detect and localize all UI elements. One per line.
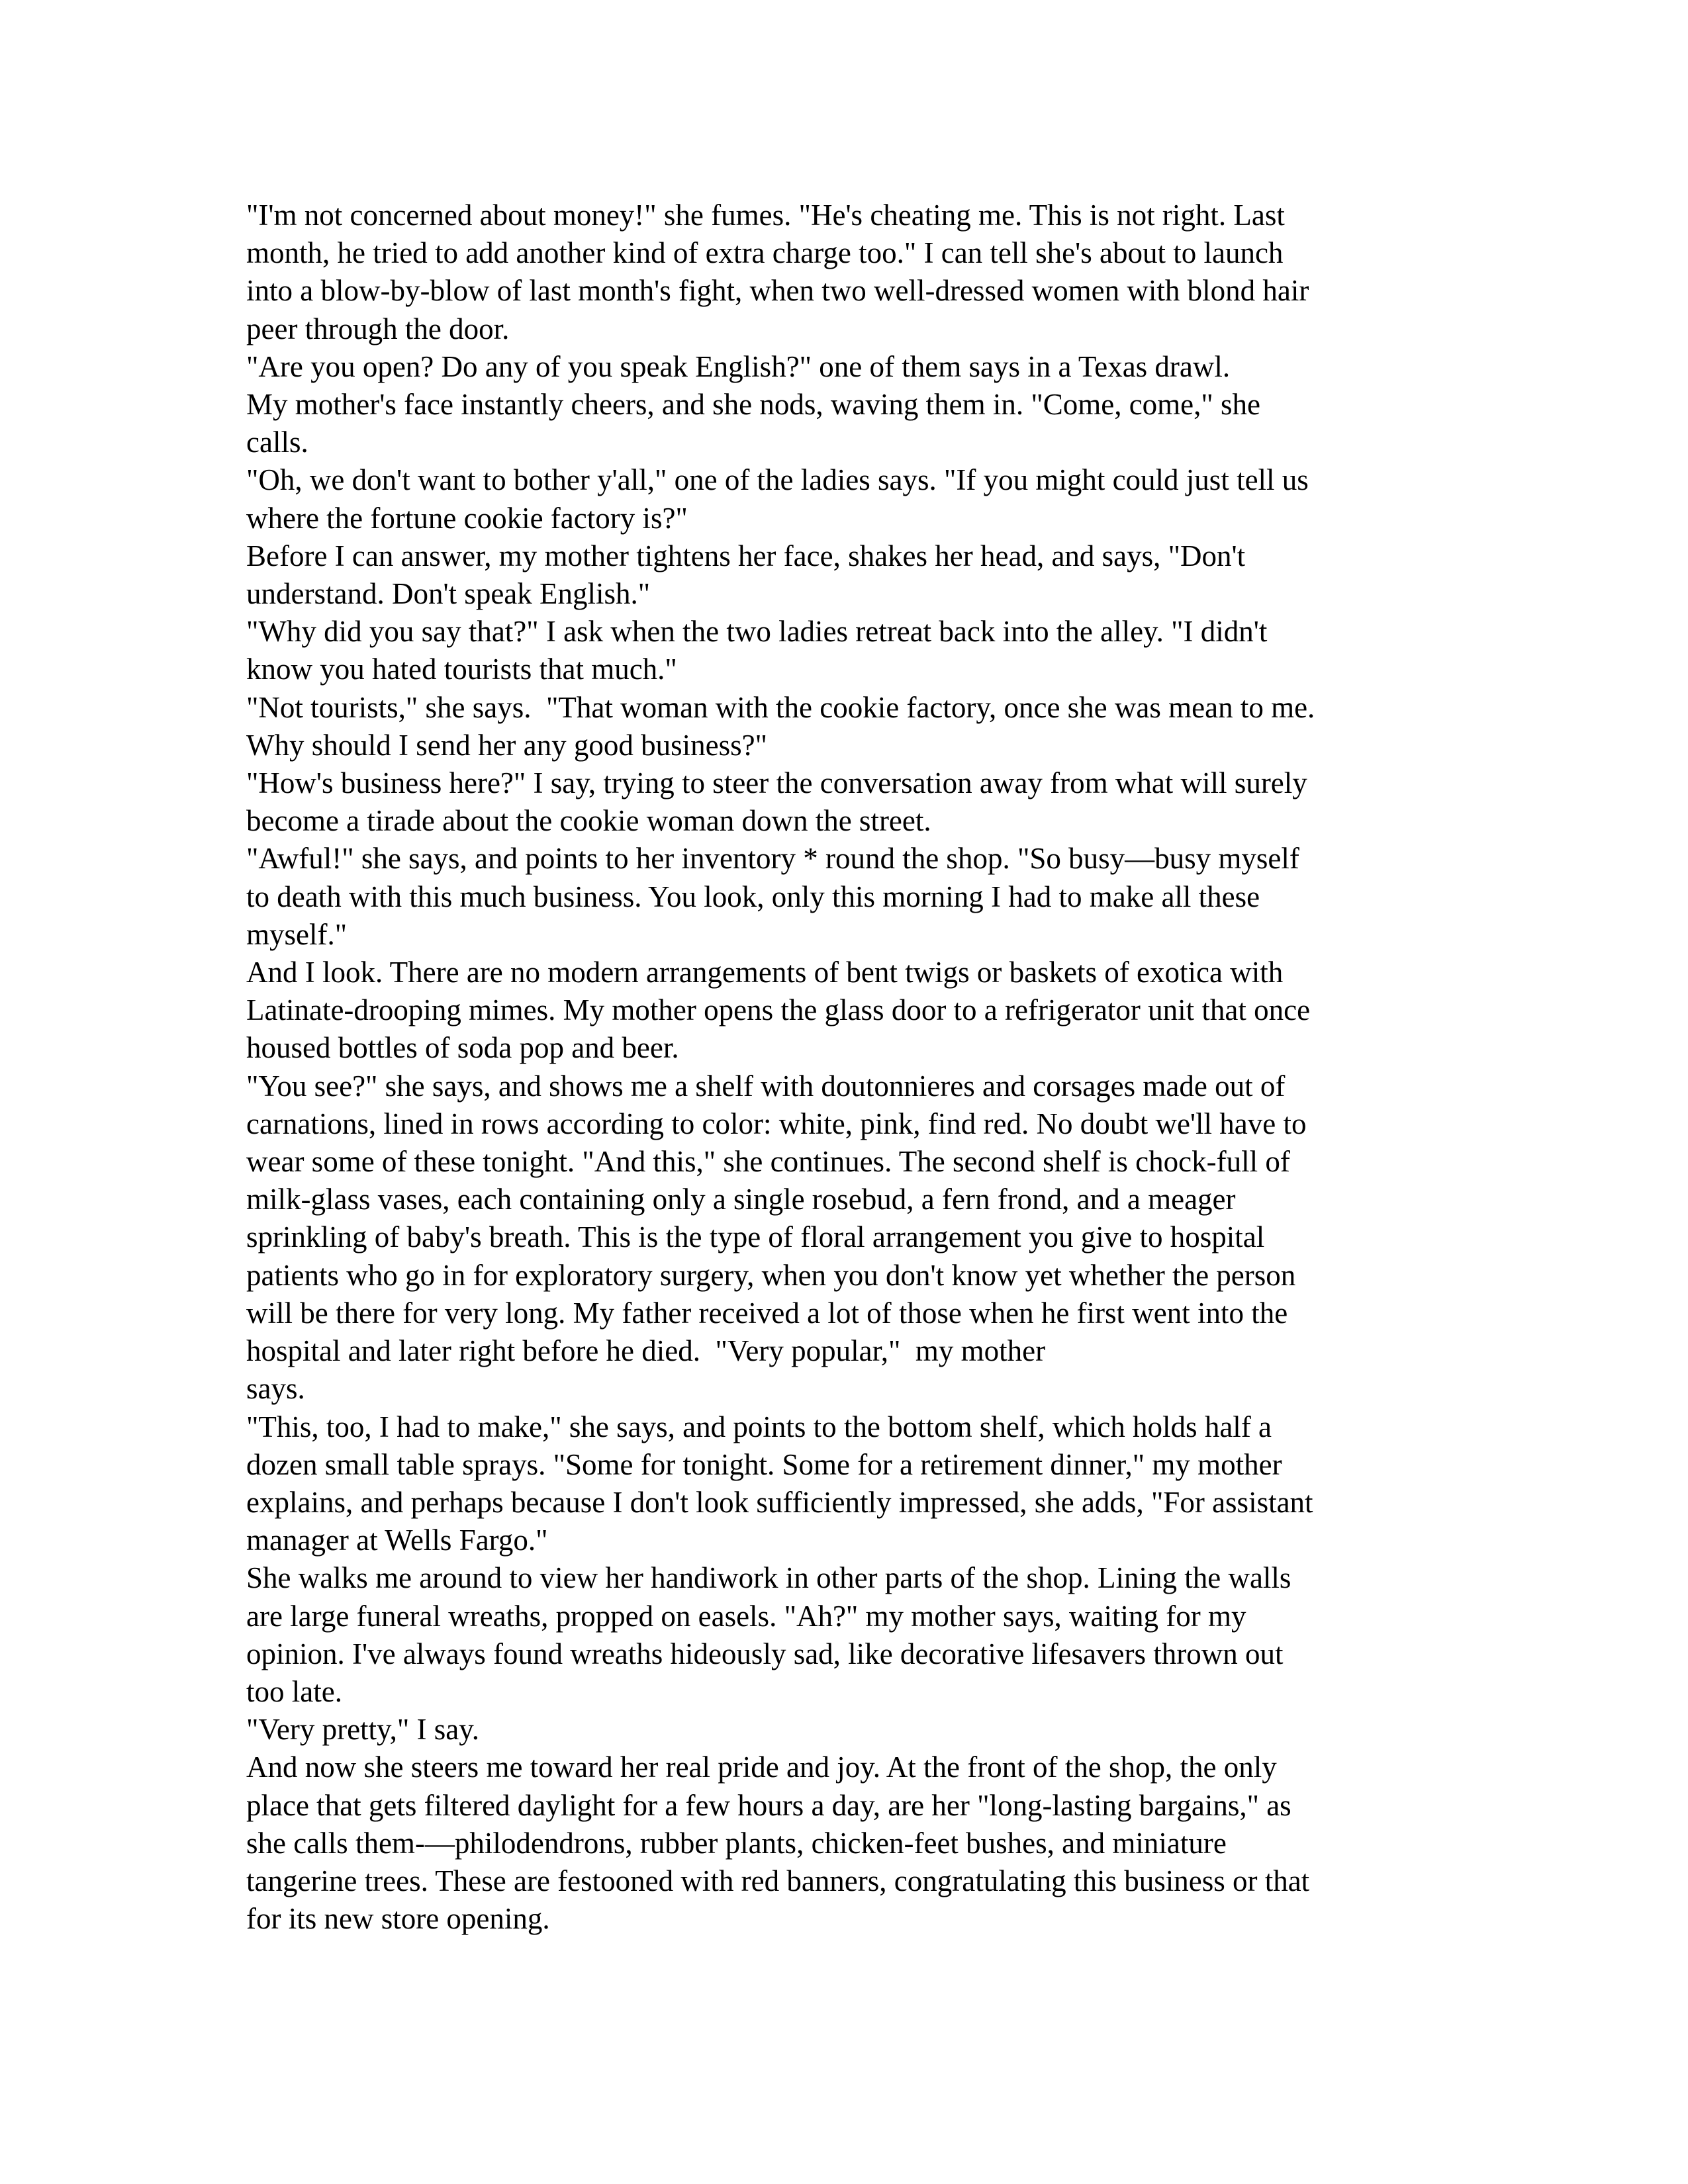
paragraph-8: "How's business here?" I say, trying to steer the conversation away from what will surely become a tirade about the cookie woman down the street. xyxy=(246,766,1307,838)
paragraph-4: "Oh, we don't want to bother y'all," one of the ladies says. "If you might could just tell us where the fortune cookie factory is?" xyxy=(246,463,1309,535)
paragraph-5: Before I can answer, my mother tightens her face, shakes her head, and says, "Don't understand. Don't speak English." xyxy=(246,539,1246,611)
paragraph-15: And now she steers me toward her real pride and joy. At the front of the shop, the only place that gets filtered daylight for a few hours a day, are her "long-lasting bargains," as she calls them-—philodendrons, rubber plants, chicken-feet bushes, and miniature tangerine trees. These are festooned with red banners, congratulating this business or that for its new store opening. xyxy=(246,1751,1310,1936)
paragraph-6: "Why did you say that?" I ask when the two ladies retreat back into the alley. "I didn't know you hated tourists that much." xyxy=(246,615,1268,686)
paragraph-14: "Very pretty," I say. xyxy=(246,1713,480,1747)
paragraph-9: "Awful!" she says, and points to her inventory * round the shop. "So busy—busy myself to death with this much business. You look, only this morning I had to make all these myself." xyxy=(246,842,1299,951)
paragraph-13: She walks me around to view her handiwork in other parts of the shop. Lining the walls are large funeral wreaths, propped on easels. "Ah?" my mother says, waiting for my opinion. I've always found wreaths hideously sad, like decorative lifesavers thrown out too late. xyxy=(246,1561,1291,1708)
paragraph-11: "You see?" she says, and shows me a shelf with doutonnieres and corsages made out of carnations, lined in rows according to color: white, pink, find red. No doubt we'll have to wear some of these tonight. "And this," she continues. The second shelf is chock-full of milk-glass vases, each containing only a single rosebud, a fern frond, and a meager sprinkling of baby's breath. This is the type of floral arrangement you give to hospital patients who go in for exploratory surgery, when you don't know yet whether the person will be there for very long. My father received a lot of those when he first went into the hospital and later right before he died. "Very popular," my mother says. xyxy=(246,1069,1307,1406)
paragraph-7: "Not tourists," she says. "That woman with the cookie factory, once she was mean to me. Why should I send her any good business?" xyxy=(246,690,1315,762)
paragraph-1: "I'm not concerned about money!" she fumes. "He's cheating me. This is not right. Last month, he tried to add another kind of extra charge too." I can tell she's about to launch into a blow-by-blow of last month's fight, when two well-dressed women with blond hair peer through the door. xyxy=(246,199,1309,345)
paragraph-3: My mother's face instantly cheers, and she nods, waving them in. "Come, come," she calls. xyxy=(246,388,1260,459)
paragraph-12: "This, too, I had to make," she says, and points to the bottom shelf, which holds half a dozen small table sprays. "Some for tonight. Some for a retirement dinner," my mother explains, and perhaps because I don't look sufficiently impressed, she adds, "For assistant manager at Wells Fargo." xyxy=(246,1410,1313,1557)
paragraph-2: "Are you open? Do any of you speak English?" one of them says in a Texas drawl. xyxy=(246,349,1231,383)
paragraph-10: And I look. There are no modern arrangements of bent twigs or baskets of exotica with Latinate-drooping mimes. My mother opens the glass door to a refrigerator unit that once housed bottles of soda pop and beer. xyxy=(246,956,1311,1065)
body-text xyxy=(246,197,1451,1938)
